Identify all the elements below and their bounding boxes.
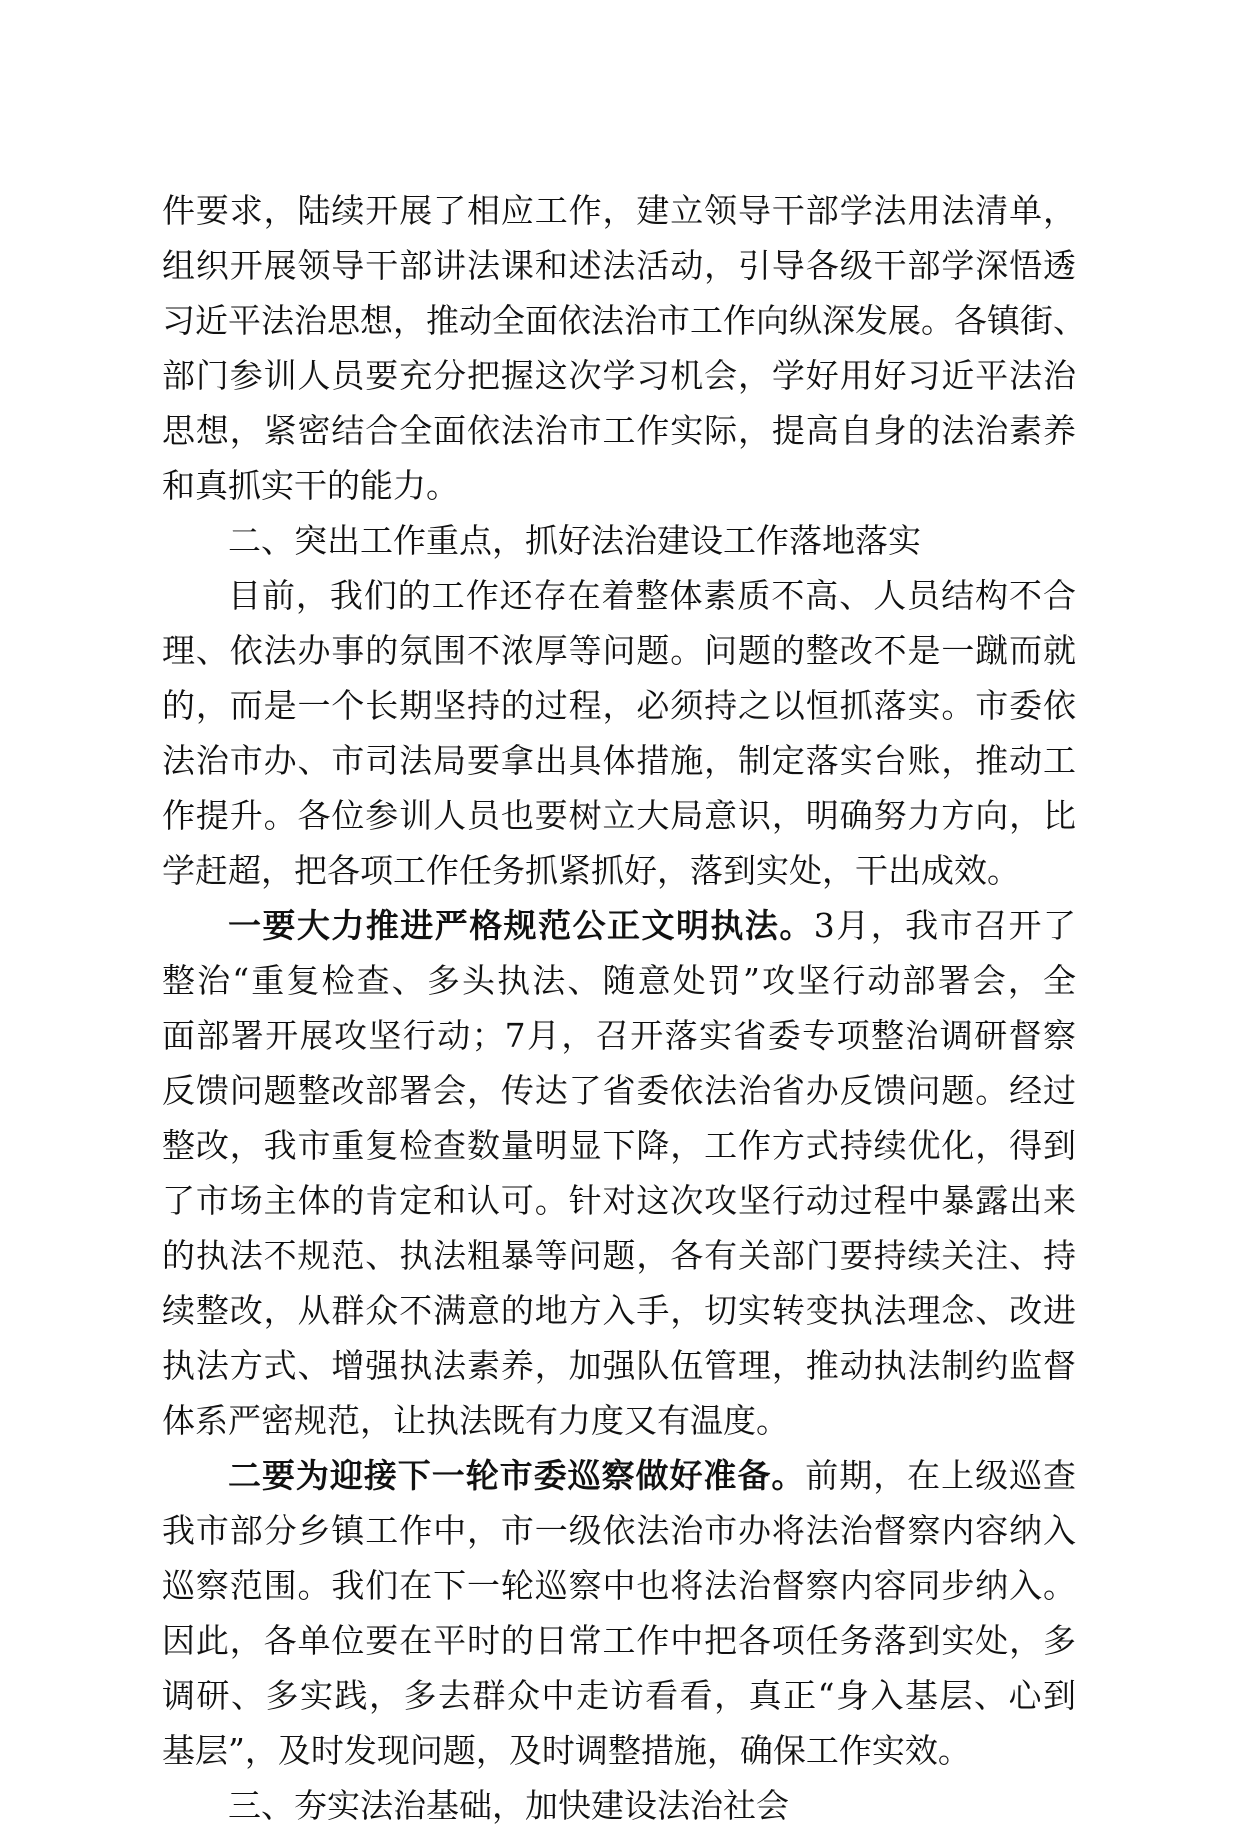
text-line: 的执法不规范、执法粗暴等问题，各有关部门要持续关注、持 [162, 1236, 1076, 1275]
paragraph-1 [162, 183, 1086, 513]
bold-lead: 一要大力推进严格规范公正文明执法。 [228, 906, 814, 945]
text-line: 和真抓实干的能力。 [162, 466, 459, 505]
text-line: 思想，紧密结合全面依法治市工作实际，提高自身的法治素养 [162, 411, 1076, 450]
text-line: 习近平法治思想，推动全面依法治市工作向纵深发展。各镇街、 [162, 301, 1086, 340]
text-line: 目前，我们的工作还存在着整体素质不高、人员结构不合 [228, 576, 1076, 615]
text-line: 基层”，及时发现问题，及时调整措施，确保工作实效。 [162, 1731, 971, 1770]
text-line: 整治“重复检查、多头执法、随意处罚”攻坚行动部署会，全 [162, 961, 1076, 1000]
lead-continuation: 3月，我市召开了 [813, 906, 1077, 945]
text-line: 调研、多实践，多去群众中走访看看，真正“身入基层、心到 [162, 1676, 1076, 1715]
text-line: 学赶超，把各项工作任务抓紧抓好，落到实处，干出成效。 [162, 851, 1020, 890]
document-page [162, 183, 1086, 1833]
text-line: 巡察范围。我们在下一轮巡察中也将法治督察内容同步纳入。 [162, 1566, 1076, 1605]
section-heading-3: 三、夯实法治基础，加快建设法治社会 [228, 1786, 789, 1825]
text-line: 执法方式、增强执法素养，加强队伍管理，推动执法制约监督 [162, 1346, 1076, 1385]
text-line [162, 1448, 1076, 1503]
text-line: 法治市办、市司法局要拿出具体措施，制定落实台账，推动工 [162, 741, 1076, 780]
text-line: 作提升。各位参训人员也要树立大局意识，明确努力方向，比 [162, 796, 1076, 835]
text-line: 理、依法办事的氛围不浓厚等问题。问题的整改不是一蹴而就 [162, 631, 1076, 670]
lead-continuation: 前期，在上级巡查 [805, 1456, 1077, 1495]
text-line: 的，而是一个长期坚持的过程，必须持之以恒抓落实。市委依 [162, 686, 1076, 725]
bold-lead: 二要为迎接下一轮市委巡察做好准备。 [228, 1456, 806, 1495]
text-line: 整改，我市重复检查数量明显下降，工作方式持续优化，得到 [162, 1126, 1076, 1165]
text-line: 体系严密规范，让执法既有力度又有温度。 [162, 1401, 789, 1440]
text-line: 件要求，陆续开展了相应工作，建立领导干部学法用法清单， [162, 191, 1076, 230]
text-line: 反馈问题整改部署会，传达了省委依法治省办反馈问题。经过 [162, 1071, 1076, 1110]
paragraph-4 [162, 1448, 1076, 1778]
paragraph-3 [162, 898, 1076, 1448]
text-line [162, 898, 1076, 953]
text-line: 我市部分乡镇工作中，市一级依法治市办将法治督察内容纳入 [162, 1511, 1076, 1550]
text-line: 了市场主体的肯定和认可。针对这次攻坚行动过程中暴露出来 [162, 1181, 1076, 1220]
text-line: 续整改，从群众不满意的地方入手，切实转变执法理念、改进 [162, 1291, 1076, 1330]
section-heading-2: 二、突出工作重点，抓好法治建设工作落地落实 [228, 521, 921, 560]
text-line: 面部署开展攻坚行动；7月，召开落实省委专项整治调研督察 [162, 1016, 1076, 1055]
text-line: 因此，各单位要在平时的日常工作中把各项任务落到实处，多 [162, 1621, 1076, 1660]
text-line: 部门参训人员要充分把握这次学习机会，学好用好习近平法治 [162, 356, 1076, 395]
text-line: 组织开展领导干部讲法课和述法活动，引导各级干部学深悟透 [162, 246, 1076, 285]
paragraph-2 [162, 568, 1076, 898]
